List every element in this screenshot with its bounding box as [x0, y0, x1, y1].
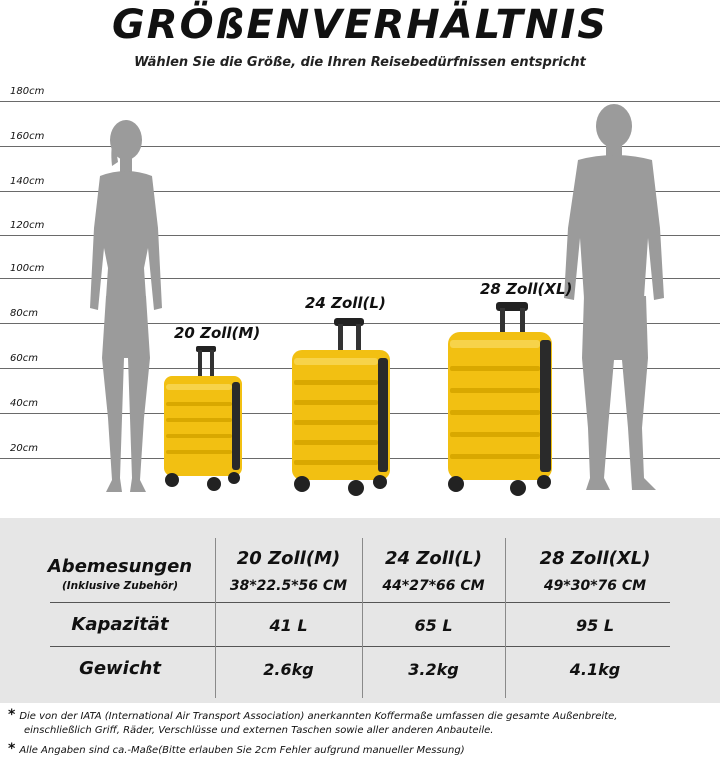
suitcase-label-xl: 28 Zoll(XL) [480, 280, 573, 298]
ruler-label: 140cm [10, 176, 45, 187]
col-dims-m: 38*22.5*56 CM [229, 578, 348, 594]
page-subtitle: Wählen Sie die Größe, die Ihren Reisebedürfnissen entspricht [134, 55, 586, 70]
row-header-dimensions: Abemesungen [47, 556, 193, 577]
table-divider [50, 646, 670, 647]
col-weight-m: 2.6kg [263, 660, 314, 679]
row-header-capacity: Kapazität [71, 614, 169, 635]
ruler-label: 120cm [10, 220, 45, 231]
ruler-label: 160cm [10, 131, 45, 142]
suitcase-m-icon [158, 344, 248, 494]
note-measurement [8, 742, 465, 758]
row-header-dimensions-sub: (Inklusive Zubehör) [61, 580, 179, 592]
asterisk-icon: * [8, 741, 16, 757]
ruler-label: 40cm [10, 398, 38, 409]
col-size-l: 24 Zoll(L) [385, 548, 482, 569]
ruler-label: 60cm [10, 353, 38, 364]
page-title: GRÖßENVERHÄLTNIS [111, 2, 609, 48]
col-weight-xl: 4.1kg [569, 660, 621, 679]
note-iata [8, 708, 617, 738]
table-divider [50, 602, 670, 603]
col-dims-xl: 49*30*76 CM [543, 578, 647, 594]
suitcase-l-icon [286, 316, 396, 498]
col-capacity-m: 41 L [269, 616, 308, 635]
asterisk-icon: * [8, 707, 16, 723]
col-dims-l: 44*27*66 CM [382, 578, 485, 594]
ruler-label: 100cm [10, 263, 45, 274]
col-capacity-xl: 95 L [575, 616, 615, 635]
suitcase-label-l: 24 Zoll(L) [305, 294, 386, 312]
ruler-label: 180cm [10, 86, 45, 97]
col-weight-l: 3.2kg [408, 660, 459, 679]
man-silhouette-icon [556, 98, 676, 498]
col-size-m: 20 Zoll(M) [236, 548, 341, 569]
col-capacity-l: 65 L [414, 616, 453, 635]
ruler-label: 20cm [10, 443, 38, 454]
note-line-3: Alle Angaben sind ca.-Maße(Bitte erlauben Sie 2cm Fehler aufgrund manueller Messung) [19, 745, 465, 756]
row-header-weight: Gewicht [79, 658, 161, 679]
note-line-1: Die von der IATA (International Air Transport Association) anerkannten Koffermaße umfassen die gesamte Außenbreite, [19, 711, 618, 722]
col-size-xl: 28 Zoll(XL) [539, 548, 651, 569]
specs-table [0, 518, 720, 703]
suitcase-label-m: 20 Zoll(M) [174, 324, 261, 342]
note-line-2: einschließlich Griff, Räder, Verschlüsse und externen Taschen sowie aller anderen Anbauteile. [24, 725, 494, 736]
suitcase-xl-icon [444, 300, 560, 498]
ruler-label: 80cm [10, 308, 38, 319]
